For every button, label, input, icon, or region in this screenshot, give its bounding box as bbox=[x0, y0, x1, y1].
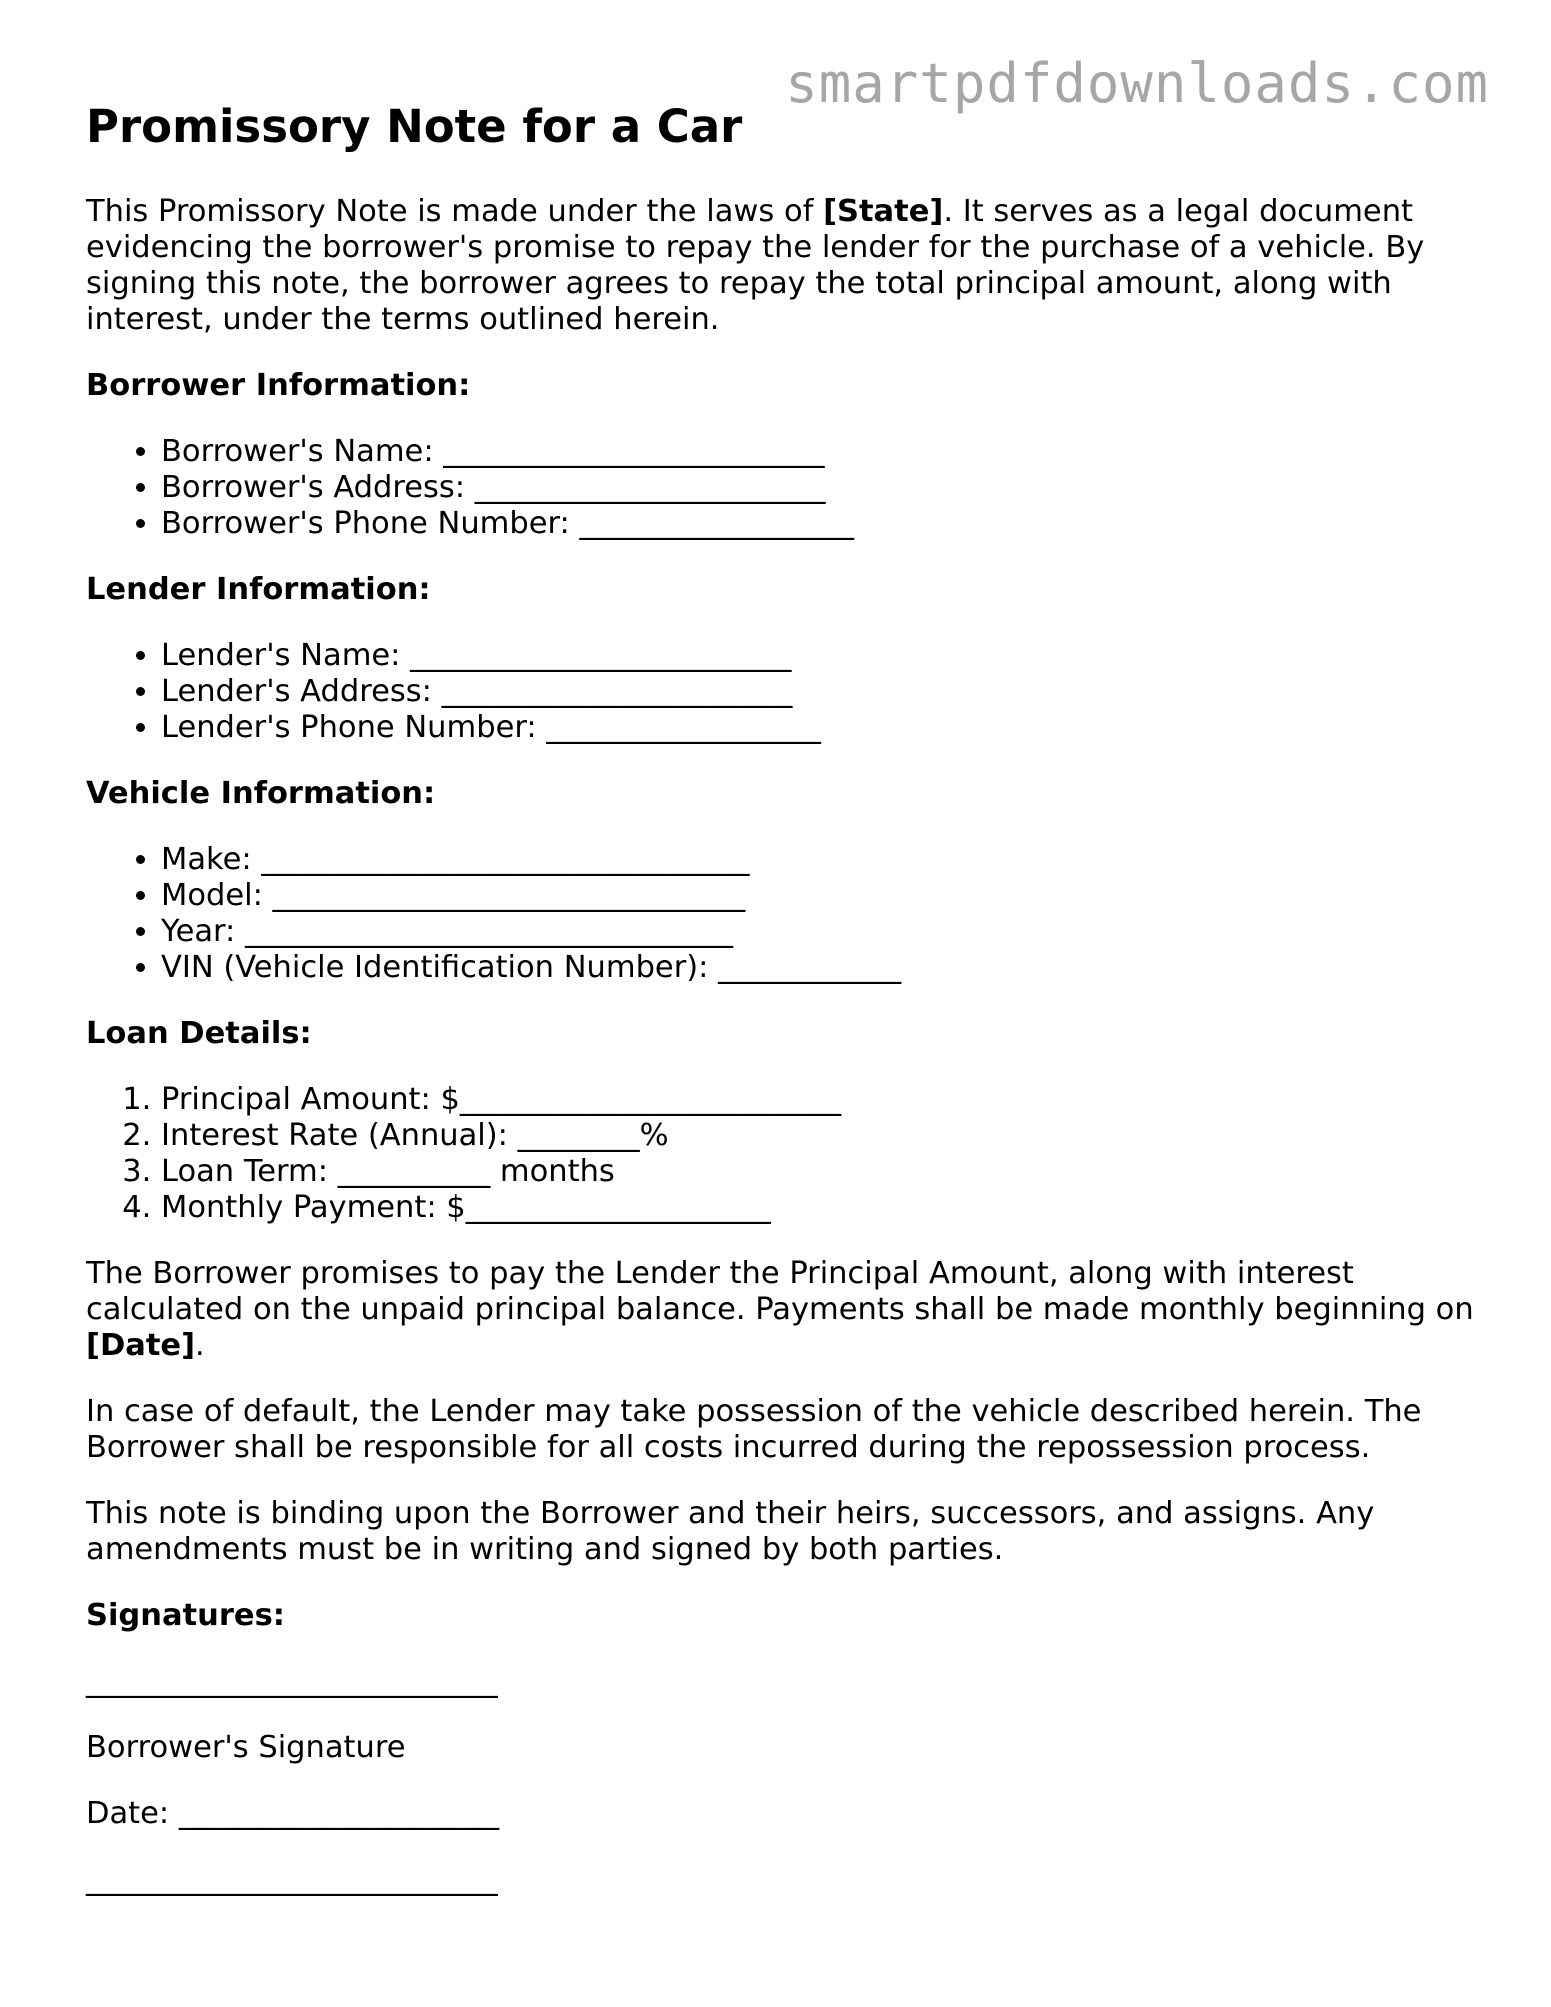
payment-text: The Borrower promises to pay the Lender the Principal Amount, along with interest calculated on the unpaid principal balance. Payments shall be made monthly beginning on bbox=[86, 1256, 1474, 1327]
payment-end: . bbox=[195, 1328, 205, 1363]
lender-heading: Lender Information: bbox=[86, 572, 431, 607]
borrower-phone-item: • Borrower's Phone Number: __________________ bbox=[161, 506, 1476, 542]
default-paragraph: In case of default, the Lender may take possession of the vehicle described herein. The Borrower shall be responsible for all costs incurred during the repossession process. bbox=[86, 1394, 1422, 1465]
binding-paragraph: This note is binding upon the Borrower and their heirs, successors, and assigns. Any amendments must be in writing and signed by both parties. bbox=[86, 1496, 1375, 1567]
page-title: Promissory Note for a Car bbox=[86, 100, 743, 153]
lender-signature-line: ___________________________ bbox=[86, 1862, 498, 1897]
vehicle-year-item: • Year: ________________________________ bbox=[161, 914, 1476, 950]
borrower-name-item: • Borrower's Name: _________________________ bbox=[161, 434, 1476, 470]
state-placeholder: [State] bbox=[823, 194, 944, 229]
watermark: smartpdfdownloads.com bbox=[785, 52, 1489, 115]
borrower-signature-label: Borrower's Signature bbox=[86, 1730, 406, 1765]
loan-interest-item: 2. Interest Rate (Annual): ________% bbox=[161, 1118, 1476, 1154]
loan-monthly-item: 4. Monthly Payment: $____________________ bbox=[161, 1190, 1476, 1226]
borrower-list bbox=[86, 434, 1476, 542]
borrower-address-item: • Borrower's Address: _______________________ bbox=[161, 470, 1476, 506]
vehicle-list bbox=[86, 842, 1476, 986]
intro-after: . It serves as a legal document evidencing the borrower's promise to repay the lender for the purchase of a vehicle. By signing this note, the borrower agrees to repay the total principal amount, along with interest, under the terms outlined herein. bbox=[86, 194, 1425, 337]
signatures-heading: Signatures: bbox=[86, 1598, 285, 1633]
borrower-signature-line: ___________________________ bbox=[86, 1664, 498, 1699]
loan-term-item: 3. Loan Term: __________ months bbox=[161, 1154, 1476, 1190]
intro-before: This Promissory Note is made under the laws of bbox=[86, 194, 824, 229]
vehicle-model-item: • Model: _______________________________ bbox=[161, 878, 1476, 914]
payment-paragraph bbox=[86, 1256, 1476, 1364]
intro-paragraph bbox=[86, 194, 1476, 338]
borrower-heading: Borrower Information: bbox=[86, 368, 471, 403]
vehicle-heading: Vehicle Information: bbox=[86, 776, 436, 811]
signature-block bbox=[86, 1664, 1476, 1898]
lender-phone-item: • Lender's Phone Number: __________________ bbox=[161, 710, 1476, 746]
lender-name-item: • Lender's Name: _________________________ bbox=[161, 638, 1476, 674]
vehicle-vin-item: • VIN (Vehicle Identification Number): ____________ bbox=[161, 950, 1476, 986]
vehicle-make-item: • Make: ________________________________ bbox=[161, 842, 1476, 878]
lender-list bbox=[86, 638, 1476, 746]
lender-address-item: • Lender's Address: _______________________ bbox=[161, 674, 1476, 710]
date-placeholder: [Date] bbox=[86, 1328, 196, 1363]
loan-list bbox=[86, 1082, 1476, 1226]
loan-heading: Loan Details: bbox=[86, 1016, 312, 1051]
loan-principal-item: 1. Principal Amount: $_________________________ bbox=[161, 1082, 1476, 1118]
document-page bbox=[86, 100, 1476, 1928]
signature-date-line: Date: _____________________ bbox=[86, 1796, 500, 1831]
